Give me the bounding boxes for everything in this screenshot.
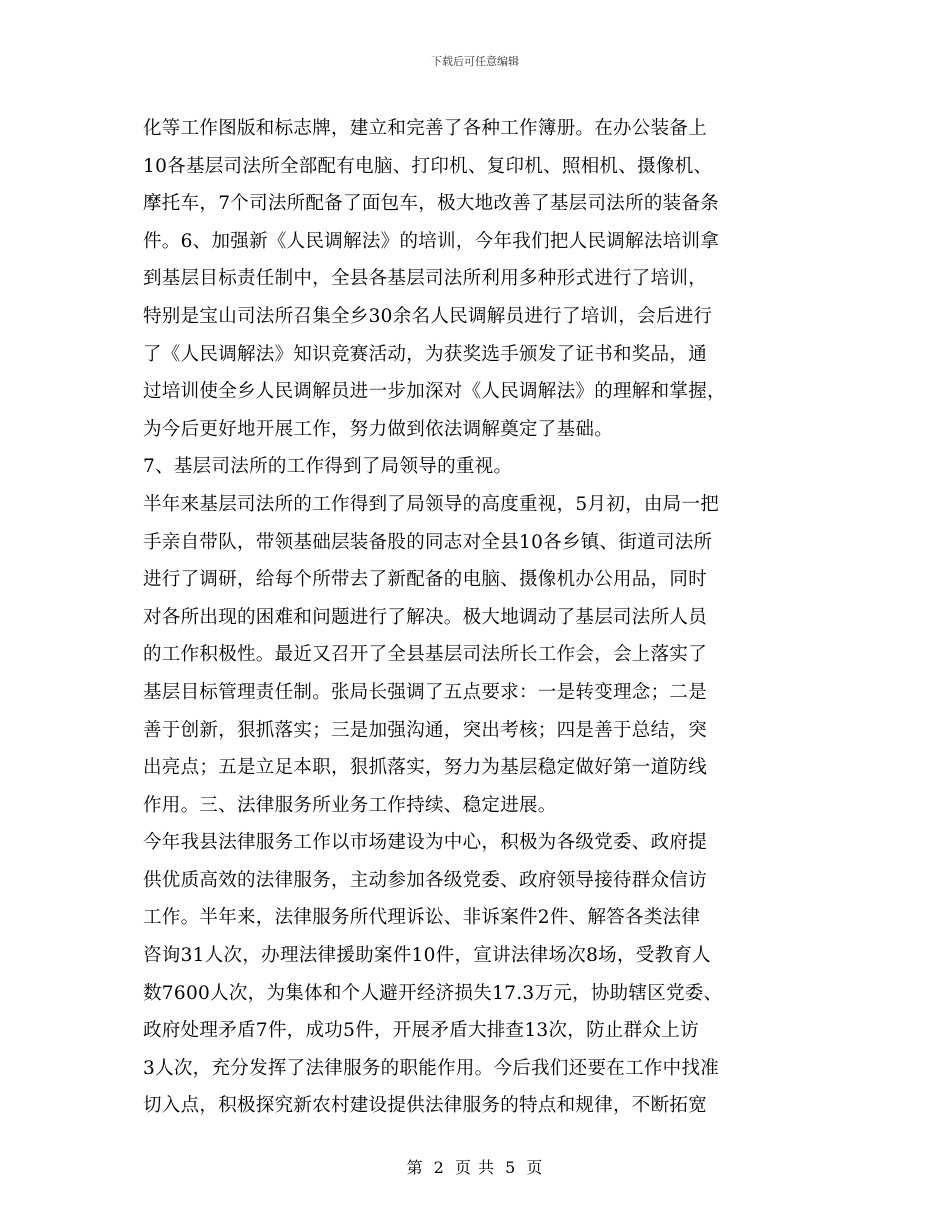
text-line: 咨询31人次，办理法律援助案件10件，宣讲法律场次8场，受教育人 [143,945,711,967]
text-line: 摩托车，7个司法所配备了面包车，极大地改善了基层司法所的装备条 [143,193,720,215]
footer-middle: 页 共 [454,1158,496,1177]
page-number: 2 [433,1158,445,1177]
text-line: 手亲自带队，带领基础层装备股的同志对全县10各乡镇、街道司法所 [143,531,713,553]
text-line: 出亮点；五是立足本职，狠抓落实，努力为基层稳定做好第一道防线 [143,757,708,779]
text-line: 件。6、加强新《人民调解法》的培训，今年我们把人民调解法培训拿 [143,230,720,252]
text-line: 的工作积极性。最近又召开了全县基层司法所长工作会，会上落实了 [143,644,708,666]
text-line: 为今后更好地开展工作，努力做到依法调解奠定了基础。 [143,418,614,440]
text-line: 过培训使全乡人民调解员进一步加深对《人民调解法》的理解和掌握， [143,381,726,403]
total-pages: 5 [505,1158,517,1177]
text-line: 数7600人次，为集体和个人避开经济损失17.3万元，协助辖区党委、 [143,982,723,1004]
text-line: 特别是宝山司法所召集全乡30余名人民调解员进行了培训，会后进行 [143,305,713,327]
section-heading: 7、基层司法所的工作得到了局领导的重视。 [143,456,513,478]
text-line: 切入点，积极探究新农村建设提供法律服务的特点和规律，不断拓宽 [143,1095,708,1117]
footer-prefix: 第 [406,1158,424,1177]
text-line: 工作。半年来，法律服务所代理诉讼、非诉案件2件、解答各类法律 [143,907,701,929]
text-line: 政府处理矛盾7件，成功5件，开展矛盾大排查13次，防止群众上访 [143,1020,699,1042]
text-line: 今年我县法律服务工作以市场建设为中心，积极为各级党委、政府提 [143,832,708,854]
page-footer [0,1155,950,1178]
footer-suffix: 页 [526,1158,544,1177]
text-line: 对各所出现的困难和问题进行了解决。极大地调动了基层司法所人员 [143,606,708,628]
text-line: 作用。三、法律服务所业务工作持续、稳定进展。 [143,794,557,816]
text-line: 半年来基层司法所的工作得到了局领导的高度重视，5月初，由局一把 [143,493,720,515]
text-line: 10各基层司法所全部配有电脑、打印机、复印机、照相机、摄像机、 [143,155,713,177]
text-line: 化等工作图版和标志牌，建立和完善了各种工作簿册。在办公装备上 [143,118,708,139]
text-line: 进行了调研，给每个所带去了新配备的电脑、摄像机办公用品，同时 [143,569,708,591]
text-line: 供优质高效的法律服务，主动参加各级党委、政府领导接待群众信访 [143,869,708,891]
text-line: 到基层目标责任制中，全县各基层司法所利用多种形式进行了培训， [143,268,708,290]
text-line: 基层目标管理责任制。张局长强调了五点要求：一是转变理念；二是 [143,681,708,703]
header-note: 下载后可任意编辑 [431,55,519,68]
text-line: 3人次，充分发挥了法律服务的职能作用。今后我们还要在工作中找准 [143,1057,720,1079]
text-line: 善于创新，狠抓落实；三是加强沟通，突出考核；四是善于总结，突 [143,719,708,741]
document-body [143,110,803,1125]
text-line: 了《人民调解法》知识竞赛活动，为获奖选手颁发了证书和奖品，通 [143,343,708,365]
